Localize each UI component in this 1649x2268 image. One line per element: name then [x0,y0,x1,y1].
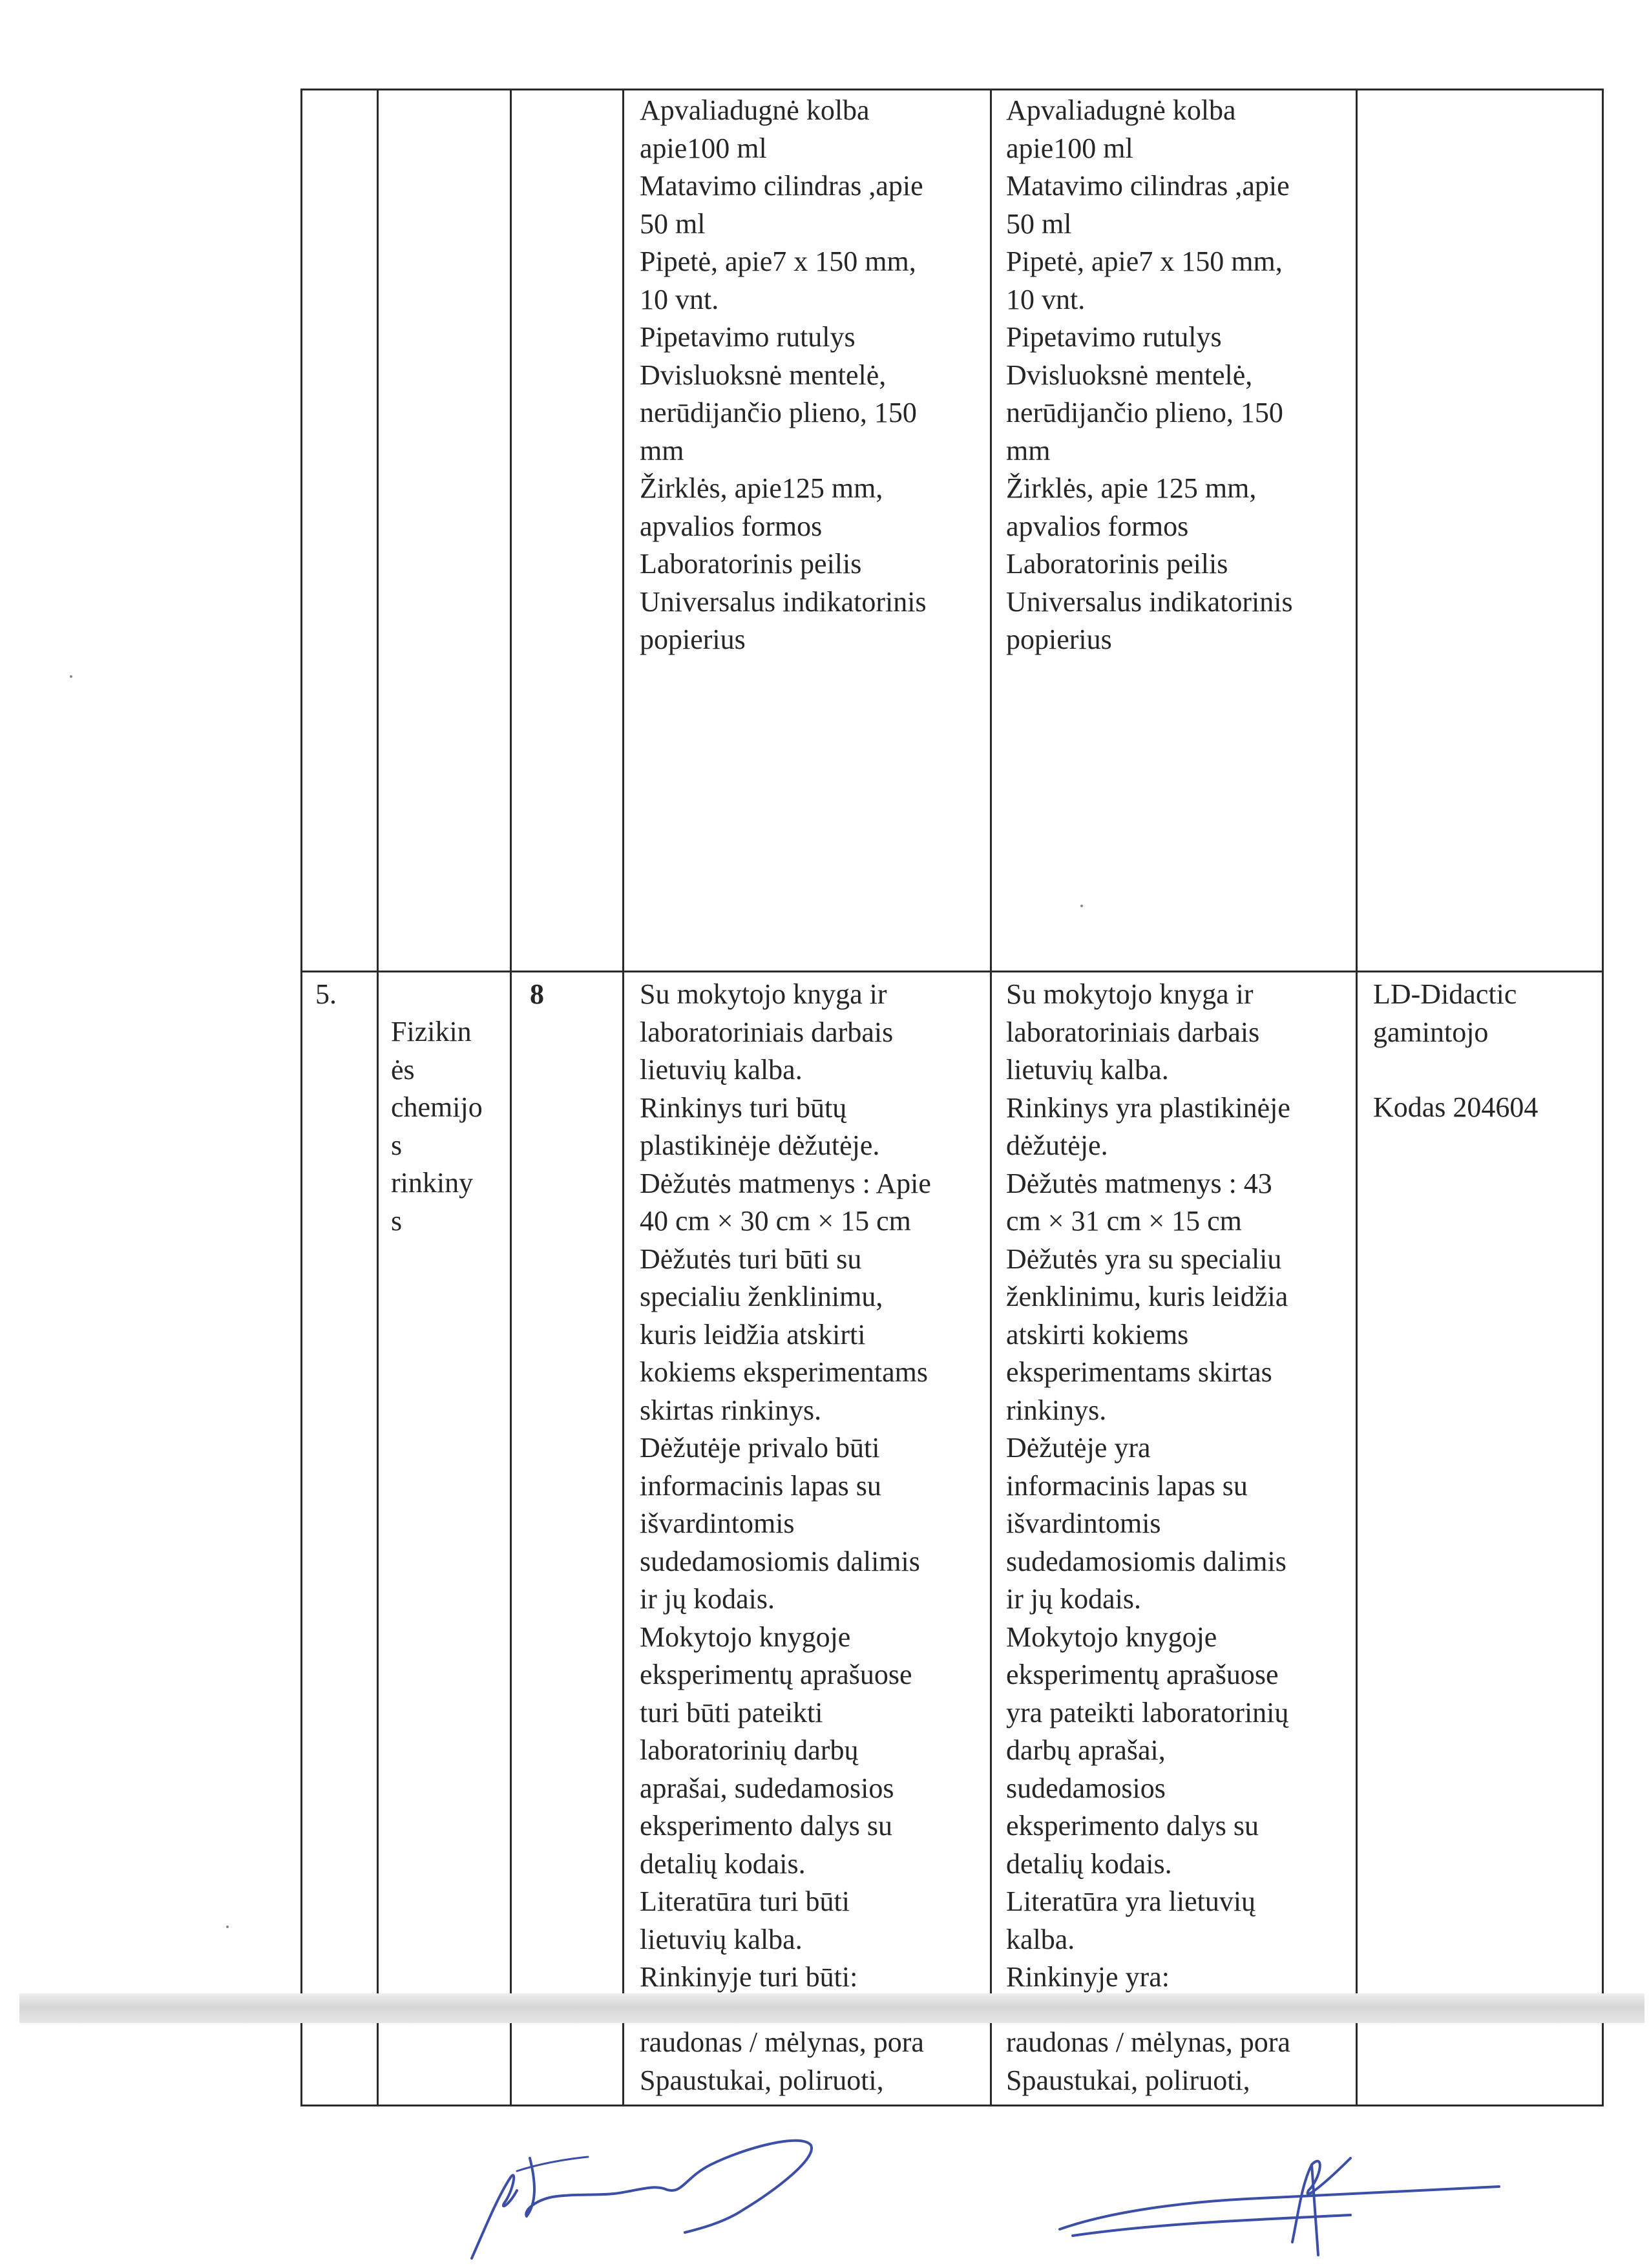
col-border-6 [1602,89,1604,2106]
row-number: 5. [315,978,337,1010]
manufacturer: LD-Didactic gamintojo [1373,978,1517,1048]
offered-cell-continued: Apvaliadugnė kolba apie100 ml Matavimo cilindras ,apie 50 ml Pipetė, apie7 x 150 mm, 10 vnt. Pipetavimo rutulys Dvisluoksnė mentelė, nerūdijančio plieno, 150 mm Žirklės, apie 125 mm, apvalios formos Laboratorinis peilis Universalus indikatorinis popierius [1006,94,1293,655]
scan-speck [226,1926,229,1928]
col-border-4 [990,89,992,2106]
row-separator [300,971,1604,972]
signature-left [439,2119,853,2268]
scan-speck [70,675,72,678]
col-border-0 [300,89,302,2106]
requirements-cell-continued: Apvaliadugnė kolba apie100 ml Matavimo cilindras ,apie 50 ml Pipetė, apie7 x 150 mm, 10 vnt. Pipetavimo rutulys Dvisluoksnė mentelė, nerūdijančio plieno, 150 mm Žirklės, apie125 mm, apvalios formos Laboratorinis peilis Universalus indikatorinis popierius [640,94,927,655]
requirements-cell-tail: raudonas / mėlynas, pora Spaustukai, poliruoti, [640,2026,924,2096]
col-border-2 [510,89,512,2106]
offered-cell: Su mokytojo knyga ir laboratoriniais darbais lietuvių kalba. Rinkinys yra plastikinėje dėžutėje. Dėžutės matmenys : 43 cm × 31 cm × 15 cm Dėžutės yra su specialiu ženklinimu, kuris leidžia atskirti kokiems eksperimentams skirtas rinkinys. Dėžutėje yra informacinis lapas su išvardintomis sudedamosiomis dalimis ir jų kodais. Mokytojo knygoje eksperimentų aprašuose yra pateikti laboratorinių darbų aprašai, sudedamosios eksperimento dalys su detalių kodais. Literatūra yra lietuvių kalba. Rinkinyje yra: [1006,978,1290,1993]
offered-cell-tail: raudonas / mėlynas, pora Spaustukai, poliruoti, [1006,2026,1290,2096]
scan-speck [1080,905,1083,907]
signature-right [1047,2132,1525,2262]
item-quantity: 8 [530,978,544,1010]
table-bottom-border [300,2105,1604,2106]
table-top-border [300,89,1604,90]
col-border-5 [1356,89,1358,2106]
col-border-1 [377,89,379,2106]
requirements-cell: Su mokytojo knyga ir laboratoriniais darbais lietuvių kalba. Rinkinys turi būtų plastikinėje dėžutėje. Dėžutės matmenys : Apie 40 cm × 30 cm × 15 cm Dėžutės turi būti su specialiu ženklinimu, kuris leidžia atskirti kokiems eksperimentams skirtas rinkinys. Dėžutėje privalo būti informacinis lapas su išvardintomis sudedamosiomis dalimis ir jų kodais. Mokytojo knygoje eksperimentų aprašuose turi būti pateikti laboratorinių darbų aprašai, sudedamosios eksperimento dalys su detalių kodais. Literatūra turi būti lietuvių kalba. Rinkinyje turi būti: [640,978,931,1993]
scan-artifact-bar [19,1993,1644,2023]
item-name: Fizikin ės chemijo s rinkiny s [391,1016,483,1237]
product-code: Kodas 204604 [1373,1091,1539,1123]
col-border-3 [622,89,624,2106]
